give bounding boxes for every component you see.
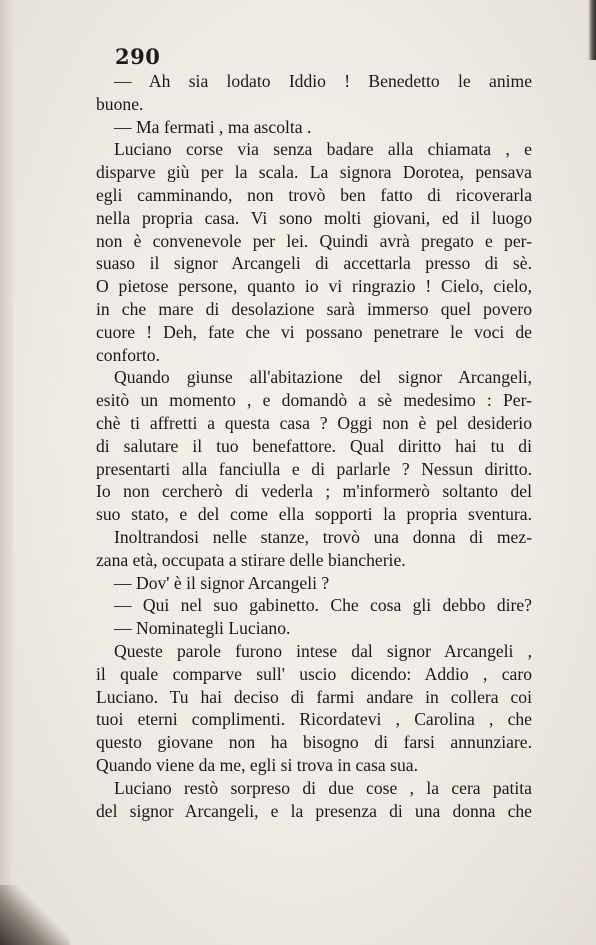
page-number: 290 [115, 44, 161, 69]
text-line: Quando viene da me, egli si trova in casa sua. [96, 754, 418, 775]
text-line: Luciano restò sorpreso di due cose , la cera patita [114, 777, 532, 798]
text-line: — Ah sia lodato Iddio ! Benedetto le anime [114, 71, 532, 91]
text-line: egli camminando, non trovò ben fatto di ricoverarla [96, 184, 532, 205]
text-line: non è convenevole per lei. Quindi avrà pregato e per- [96, 230, 532, 251]
text-line: Quando giunse all'abitazione del signor Arcangeli, [114, 367, 532, 388]
text-line: esitò un momento , e domandò a sè medesimo : Per- [96, 390, 532, 411]
text-line: conforto. [96, 344, 161, 365]
text-line: Luciano corse via senza badare alla chiamata , e [114, 139, 532, 160]
text-line: — Ma fermati , ma ascolta . [114, 116, 312, 137]
text-line: tuoi eterni complimenti. Ricordatevi , Carolina , che [96, 709, 532, 730]
corner-shadow [0, 885, 70, 945]
text-line: Queste parole furono intese dal signor Arcangeli , [114, 640, 532, 661]
text-line: questo giovane non ha bisogno di farsi annunziare. [96, 732, 532, 753]
text-line: chè ti affretti a questa casa ? Oggi non è pel desiderio [96, 412, 532, 433]
text-line: O pietose persone, quanto io vi ringrazio ! Cielo, cielo, [96, 276, 532, 297]
text-line: Io non cercherò di vederla ; m'informerò soltanto del [96, 481, 532, 502]
text-line: — Nominategli Luciano. [114, 618, 291, 639]
text-line: Inoltrandosi nelle stanze, trovò una donna di mez- [114, 526, 532, 547]
text-line: cuore ! Deh, fate che vi possano penetrare le voci de [96, 321, 532, 342]
text-line: zana età, occupata a stirare delle biancherie. [96, 549, 406, 570]
text-line: il quale comparve sull' uscio dicendo: Addio , caro [96, 663, 532, 684]
text-line: — Qui nel suo gabinetto. Che cosa gli debbo dire? [114, 595, 532, 616]
text-line: del signor Arcangeli, e la presenza di una donna che [96, 800, 532, 821]
text-line: in che mare di desolazione sarà immerso quel povero [96, 298, 532, 319]
text-line: nella propria casa. Vi sono molti giovani, ed il luogo [96, 207, 532, 228]
text-line: Luciano. Tu hai deciso di farmi andare in collera coi [96, 686, 532, 707]
body-text [96, 70, 532, 822]
text-line: di salutare il tuo benefattore. Qual diritto hai tu di [96, 435, 532, 456]
text-line: disparve giù per la scala. La signora Dorotea, pensava [96, 162, 532, 183]
binding-shadow [0, 0, 14, 945]
text-line: buone. [96, 93, 144, 114]
text-line: — Dov' è il signor Arcangeli ? [114, 572, 330, 593]
text-line: presentarti alla fanciulla e di parlarle ? Nessun diritto. [96, 458, 532, 479]
page-edge-shadow [588, 0, 596, 60]
text-line: suo stato, e del come ella sopporti la propria sventura. [96, 504, 532, 525]
text-line: suaso il signor Arcangeli di accettarla presso di sè. [96, 253, 532, 274]
